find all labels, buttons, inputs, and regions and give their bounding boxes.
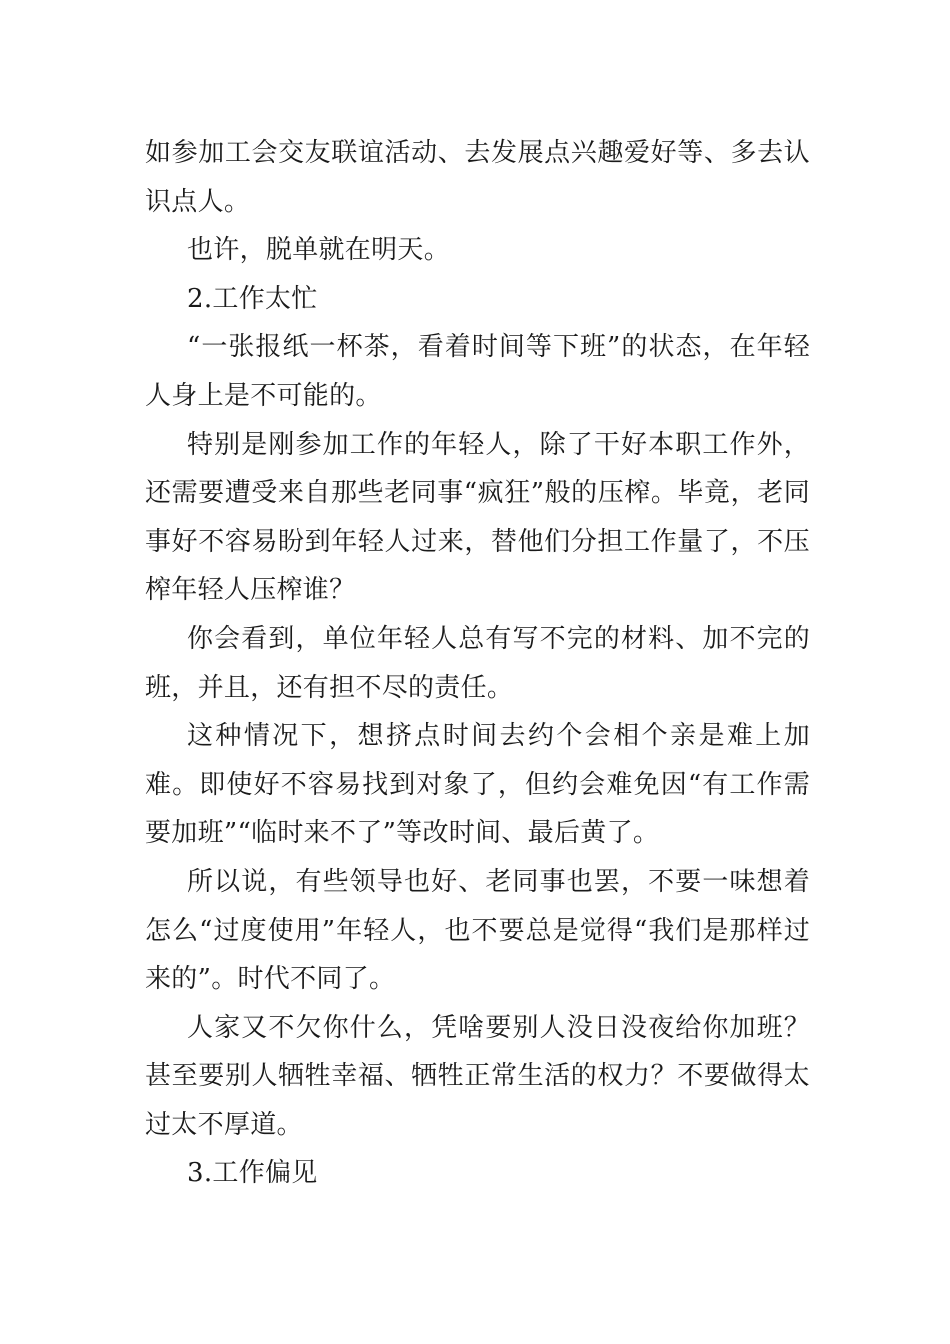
paragraph: 所以说，有些领导也好、老同事也罢，不要一味想着怎么“过度使用”年轻人，也不要总是觉得“我们是那样过来的”。时代不同了。 — [145, 866, 810, 995]
paragraph: 也许，脱单就在明天。 — [187, 235, 451, 266]
paragraph: 特别是刚参加工作的年轻人，除了干好本职工作外，还需要遭受来自那些老同事“疯狂”般的压榨。毕竟，老同事好不容易盼到年轻人过来，替他们分担工作量了，不压榨年轻人压榨谁？ — [145, 429, 810, 606]
document-body — [145, 129, 810, 1198]
paragraph-continuation: 如参加工会交友联谊活动、去发展点兴趣爱好等、多去认识点人。 — [145, 138, 810, 217]
paragraph: 人家又不欠你什么，凭啥要别人没日没夜给你加班？甚至要别人牺牲幸福、牺牲正常生活的权力？不要做得太过太不厚道。 — [145, 1012, 810, 1140]
paragraph: 这种情况下，想挤点时间去约个会相个亲是难上加难。即使好不容易找到对象了，但约会难免因“有工作需要加班”“临时来不了”等改时间、最后黄了。 — [145, 721, 810, 849]
paragraph: “一张报纸一杯茶，看着时间等下班”的状态，在年轻人身上是不可能的。 — [145, 332, 810, 411]
section-heading: 2.工作太忙 — [187, 283, 318, 314]
section-heading: 3.工作偏见 — [187, 1158, 318, 1189]
paragraph: 你会看到，单位年轻人总有写不完的材料、加不完的班，并且，还有担不尽的责任。 — [145, 623, 810, 703]
